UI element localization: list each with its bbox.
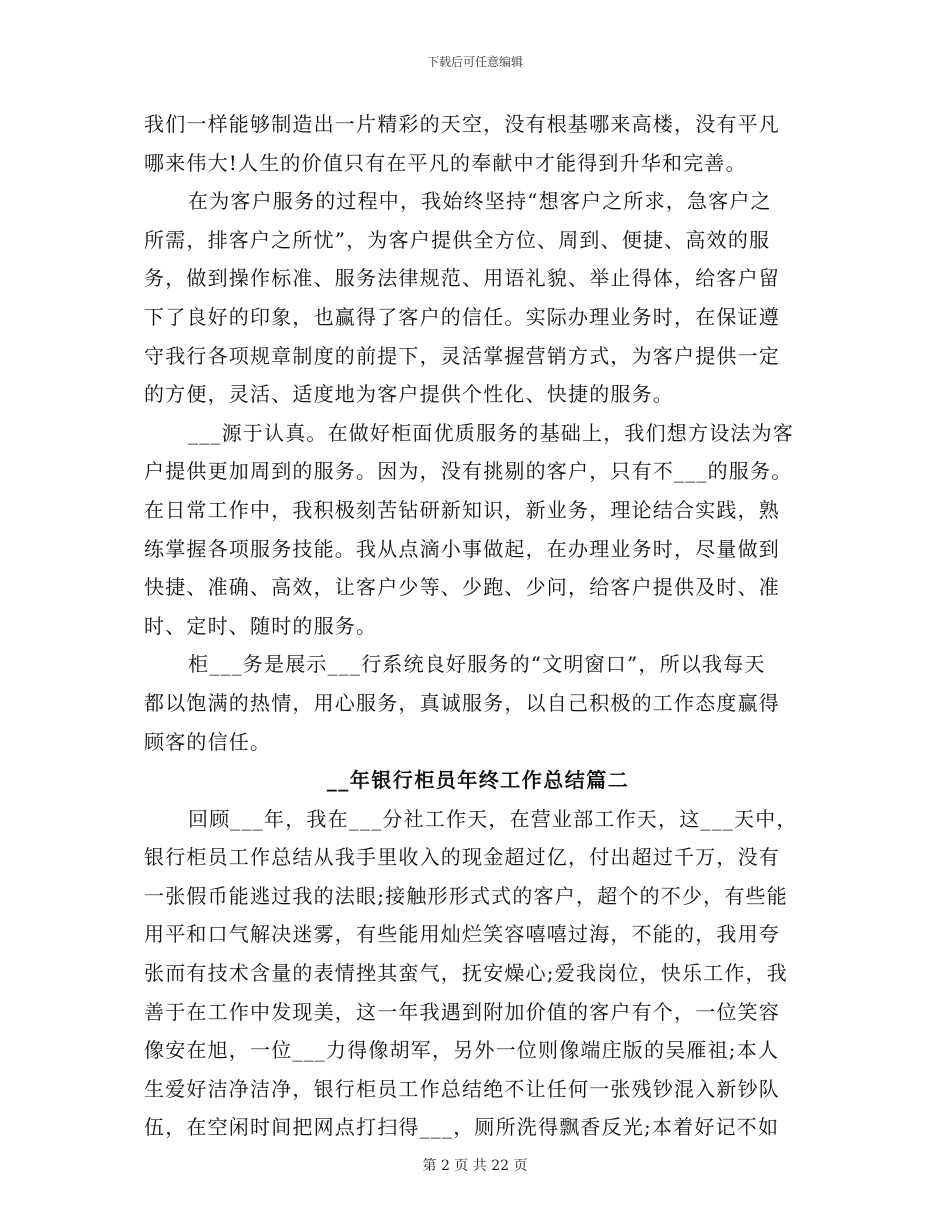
text-line: 户提供更加周到的服务。因为，没有挑剔的客户，只有不___的服务。 <box>144 459 793 484</box>
text-line: 善于在工作中发现美，这一年我遇到附加价值的客户有个，一位笑容 <box>144 999 780 1024</box>
text-line: 时、定时、随时的服务。 <box>144 613 378 638</box>
section-heading: __年银行柜员年终工作总结篇二 <box>326 768 630 793</box>
text-line: 的方便，灵活、适度地为客户提供个性化、快捷的服务。 <box>144 382 674 407</box>
text-line: 张而有技术含量的表情挫其蛮气，抚安燥心;爱我岗位，快乐工作，我 <box>144 961 788 986</box>
document-body <box>144 105 812 1147</box>
text-line: 银行柜员工作总结从我手里收入的现金超过亿，付出超过千万，没有 <box>144 845 780 870</box>
text-line: 守我行各项规章制度的前提下，灵活掌握营销方式，为客户提供一定 <box>144 343 780 368</box>
text-line: 顾客的信任。 <box>144 729 272 754</box>
text-line: 一张假币能逃过我的法眼;接触形形式式的客户，超个的不少，有些能 <box>144 883 788 908</box>
text-line: 练掌握各项服务技能。我从点滴小事做起，在办理业务时，尽量做到 <box>144 536 780 561</box>
text-line: 都以饱满的热情，用心服务，真诚服务，以自己积极的工作态度赢得 <box>144 690 780 715</box>
page-header: 下载后可任意编辑 <box>426 55 523 69</box>
text-line: 像安在旭，一位___力得像胡军，另外一位则像端庄版的吴雁祖;本人 <box>144 1038 780 1063</box>
text-line: 回顾___年，我在___分社工作天，在营业部工作天，这___天中， <box>188 806 798 831</box>
text-line: 用平和口气解决迷雾，有些能用灿烂笑容嘻嘻过海，不能的，我用夸 <box>144 922 780 947</box>
text-line: 在为客户服务的过程中，我始终坚持“想客户之所求，急客户之 <box>188 189 772 214</box>
text-line: 我们一样能够制造出一片精彩的天空，没有根基哪来高楼，没有平凡 <box>144 112 780 136</box>
text-line: 在日常工作中，我积极刻苦钻研新知识，新业务，理论结合实践，熟 <box>144 497 780 522</box>
text-line: ___源于认真。在做好柜面优质服务的基础上，我们想方设法为客 <box>188 420 794 445</box>
text-line: 快捷、准确、高效，让客户少等、少跑、少问，给客户提供及时、准 <box>144 575 780 600</box>
text-line: 哪来伟大!人生的价值只有在平凡的奉献中才能得到升华和完善。 <box>144 150 747 175</box>
page-number-footer: 第 2 页 共 22 页 <box>422 1158 528 1174</box>
text-line: 柜___务是展示___行系统良好服务的“文明窗口”，所以我每天 <box>188 652 766 677</box>
text-line: 下了良好的印象，也赢得了客户的信任。实际办理业务时，在保证遵 <box>144 304 780 329</box>
text-line: 伍，在空闲时间把网点打扫得___，厕所洗得飘香反光;本着好记不如 <box>144 1115 780 1140</box>
text-line: 生爱好洁净洁净，银行柜员工作总结绝不让任何一张残钞混入新钞队 <box>144 1076 780 1101</box>
text-line: 所需，排客户之所忧”，为客户提供全方位、周到、便捷、高效的服 <box>144 227 771 252</box>
text-line: 务，做到操作标准、服务法律规范、用语礼貌、举止得体，给客户留 <box>144 266 780 291</box>
